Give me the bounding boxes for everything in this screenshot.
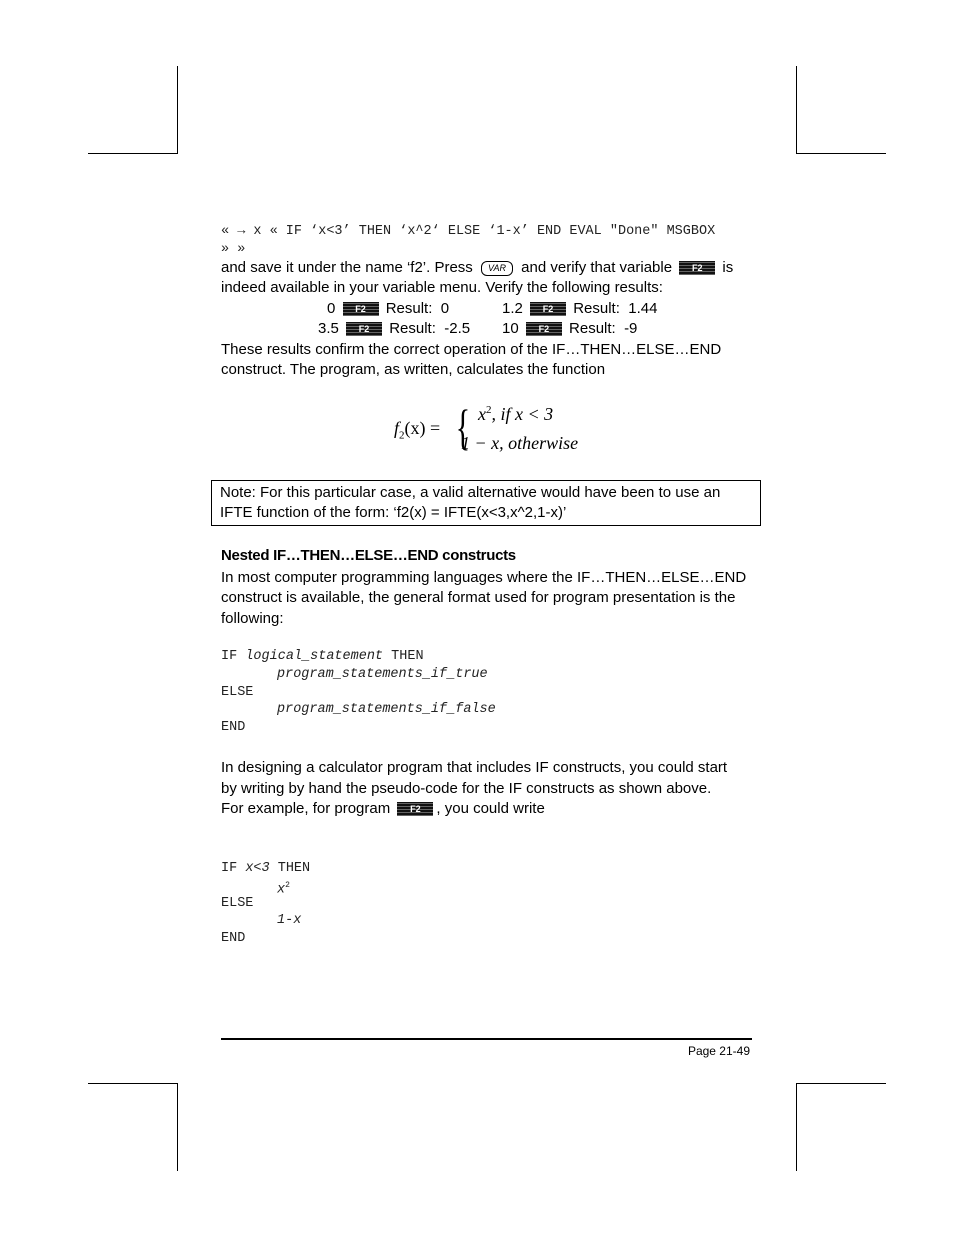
code-line <box>277 877 290 900</box>
body-text: construct. The program, as written, calculates the function <box>221 361 606 378</box>
body-text: These results confirm the correct operation of the IF…THEN…ELSE…END <box>221 341 722 358</box>
footer-rule <box>221 1038 752 1040</box>
code-line: END <box>221 931 246 946</box>
section-heading: Nested IF…THEN…ELSE…END constructs <box>221 547 516 564</box>
crop-mark <box>796 153 886 154</box>
code-line <box>221 648 424 666</box>
code-placeholder: logical_statement <box>245 649 384 664</box>
code-placeholder: program_statements_if_false <box>277 702 496 717</box>
code-line <box>277 701 496 719</box>
result-value: -9 <box>624 320 638 337</box>
body-text: following: <box>221 610 284 627</box>
note-text: IFTE function of the form: ‘f2(x) = IFTE(x<3,x^2,1-x)’ <box>220 504 567 521</box>
code-placeholder: x <box>277 882 286 898</box>
formula-case-cond: , if x < 3 <box>491 404 554 424</box>
formula-function: f <box>394 418 400 438</box>
formula-case-2 <box>461 433 578 454</box>
result-input: 0 <box>327 300 336 317</box>
code-keyword: THEN <box>391 649 424 664</box>
formula-case-var: x <box>478 404 486 424</box>
body-text: For example, for program <box>221 800 391 817</box>
result-value: 0 <box>440 300 450 317</box>
body-text: by writing by hand the pseudo-code for the IF constructs as shown above. <box>221 780 712 797</box>
code-line <box>277 912 301 930</box>
body-text: In most computer programming languages where the IF…THEN…ELSE…END <box>221 569 747 586</box>
code-placeholder: program_statements_if_true <box>277 667 488 682</box>
result-item <box>502 299 657 319</box>
result-input: 10 <box>502 320 519 337</box>
result-item <box>327 299 449 319</box>
code-keyword: IF <box>221 861 238 876</box>
code-line: ELSE <box>221 685 254 700</box>
page-number: Page 21-49 <box>687 1044 750 1058</box>
f2-menu-key-icon: F2 <box>343 302 379 316</box>
code-line <box>221 860 310 878</box>
result-input: 1.2 <box>502 300 523 317</box>
body-text: In designing a calculator program that includes IF constructs, you could start <box>221 759 728 776</box>
code-placeholder: x<3 <box>245 861 270 876</box>
body-text: , you could write <box>436 800 545 817</box>
code-superscript: 2 <box>285 881 290 890</box>
var-key-icon: VAR <box>481 261 513 276</box>
program-code-line: » » <box>221 242 246 257</box>
body-text: and save it under the name ‘f2’. Press <box>221 259 473 276</box>
crop-mark <box>88 1083 178 1084</box>
f2-menu-key-icon: F2 <box>346 322 382 336</box>
body-paragraph <box>221 258 733 278</box>
body-paragraph <box>221 799 545 819</box>
formula-argument: (x) = <box>404 418 441 438</box>
code-placeholder: 1-x <box>277 913 302 928</box>
formula-case-text: 1 − x, otherwise <box>461 433 579 453</box>
f2-menu-key-icon: F2 <box>679 261 715 275</box>
f2-menu-key-icon: F2 <box>526 322 562 336</box>
crop-mark <box>177 66 178 154</box>
formula-brace: { <box>455 399 471 455</box>
code-line: END <box>221 720 246 735</box>
formula-superscript: 2 <box>486 404 492 416</box>
code-line: ELSE <box>221 896 254 911</box>
f2-menu-key-icon: F2 <box>530 302 566 316</box>
crop-mark <box>796 66 797 154</box>
formula-case-1 <box>478 404 553 425</box>
body-text: is <box>722 259 734 276</box>
body-text: construct is available, the general format used for program presentation is the <box>221 589 736 606</box>
crop-mark <box>796 1083 886 1084</box>
code-keyword: IF <box>221 649 238 664</box>
crop-mark <box>88 153 178 154</box>
result-label: Result: <box>573 300 620 317</box>
formula-subscript: 2 <box>399 429 405 442</box>
result-value: -2.5 <box>444 320 471 337</box>
crop-mark <box>177 1083 178 1171</box>
body-text: and verify that variable <box>521 259 673 276</box>
result-item <box>502 319 637 339</box>
body-text: indeed available in your variable menu. Verify the following results: <box>221 279 663 296</box>
program-code-line: « → x « IF ‘x<3’ THEN ‘x^2‘ ELSE ‘1-x’ END EVAL "Done" MSGBOX <box>221 224 716 239</box>
f2-menu-key-icon: F2 <box>397 802 433 816</box>
result-item <box>318 319 470 339</box>
result-input: 3.5 <box>318 320 339 337</box>
note-text: Note: For this particular case, a valid alternative would have been to use an <box>220 484 721 501</box>
result-label: Result: <box>569 320 616 337</box>
result-value: 1.44 <box>628 300 658 317</box>
formula-lhs <box>394 418 440 442</box>
result-label: Result: <box>385 300 433 317</box>
code-keyword: THEN <box>277 861 311 876</box>
result-label: Result: <box>389 320 436 337</box>
crop-mark <box>796 1083 797 1171</box>
code-line <box>277 666 488 684</box>
